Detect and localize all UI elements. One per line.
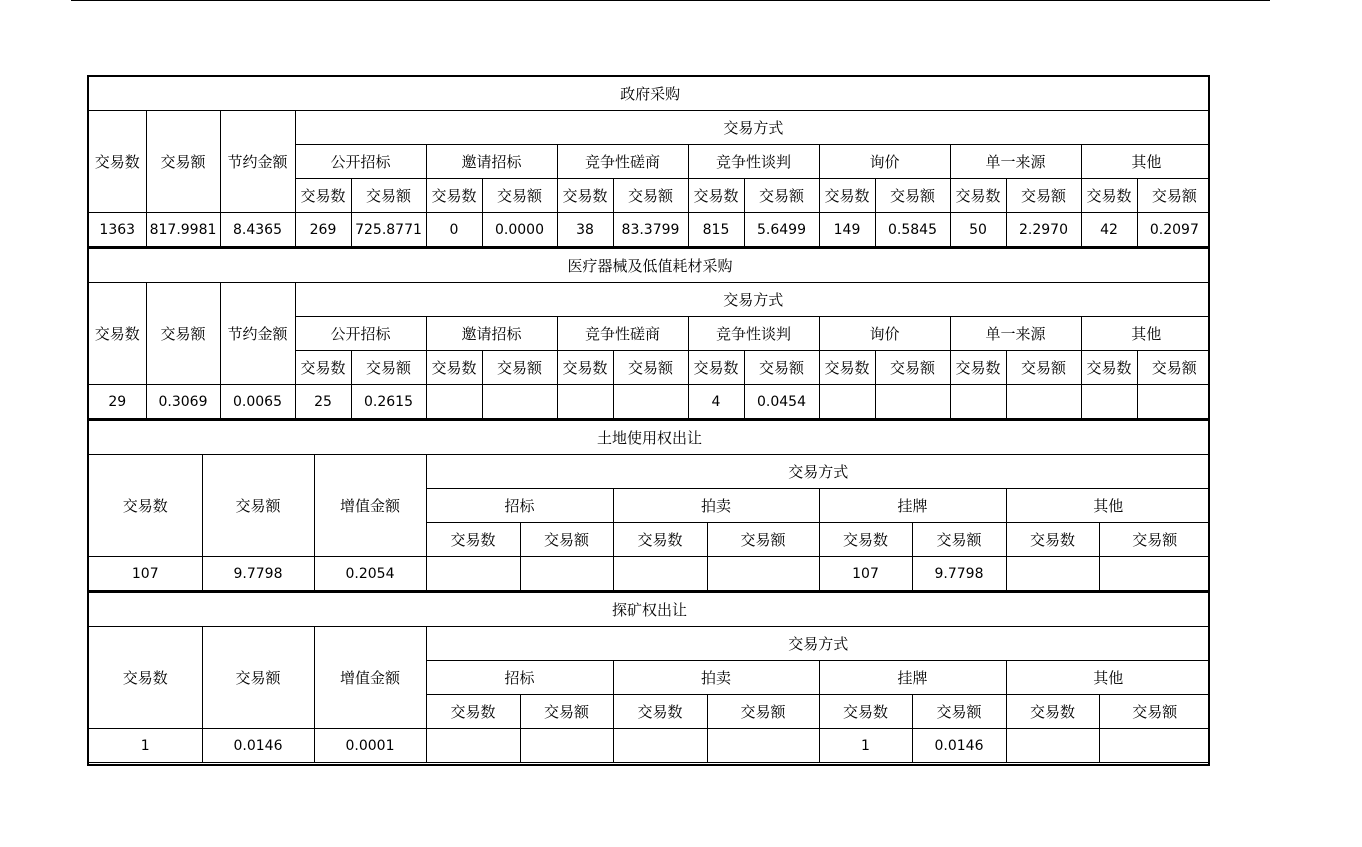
header-methods-title: 交易方式 <box>426 627 1210 661</box>
total-count: 107 <box>89 557 202 591</box>
sub-header-count: 交易数 <box>426 695 520 729</box>
sub-header-count: 交易数 <box>688 351 744 385</box>
sub-header-count: 交易数 <box>1006 523 1099 557</box>
cell-amount: 5.6499 <box>744 213 819 247</box>
cell-count <box>613 729 707 763</box>
method-header: 公开招标 <box>295 317 426 351</box>
sub-header-amount: 交易额 <box>1137 179 1210 213</box>
sub-header-count: 交易数 <box>613 695 707 729</box>
cell-amount: 0.0454 <box>744 385 819 419</box>
sub-header-count: 交易数 <box>426 523 520 557</box>
header-count: 交易数 <box>89 455 202 557</box>
sub-header-amount: 交易额 <box>351 351 426 385</box>
cell-count <box>426 557 520 591</box>
cell-count: 1 <box>819 729 912 763</box>
sub-header-amount: 交易额 <box>613 351 688 385</box>
method-header: 竞争性磋商 <box>557 317 688 351</box>
cell-amount: 0.0146 <box>912 729 1006 763</box>
method-header: 其他 <box>1081 145 1210 179</box>
cell-amount: 0.5845 <box>875 213 950 247</box>
method-header: 拍卖 <box>613 661 819 695</box>
sub-header-count: 交易数 <box>295 351 351 385</box>
cell-count: 149 <box>819 213 875 247</box>
cell-amount <box>1099 729 1210 763</box>
cell-amount: 0.0000 <box>482 213 557 247</box>
sub-header-amount: 交易额 <box>875 179 950 213</box>
cell-count: 107 <box>819 557 912 591</box>
header-amount: 交易额 <box>146 111 220 213</box>
method-header: 询价 <box>819 145 950 179</box>
data-row <box>89 385 1210 419</box>
method-header: 竞争性磋商 <box>557 145 688 179</box>
sub-header-count: 交易数 <box>1081 179 1137 213</box>
savings-amount: 8.4365 <box>220 213 295 247</box>
sub-header-count: 交易数 <box>613 523 707 557</box>
data-row <box>89 729 1210 763</box>
header-amount: 交易额 <box>202 455 314 557</box>
cell-amount: 9.7798 <box>912 557 1006 591</box>
data-row <box>89 557 1210 591</box>
sub-header-count: 交易数 <box>819 351 875 385</box>
total-amount: 9.7798 <box>202 557 314 591</box>
sub-header-count: 交易数 <box>1081 351 1137 385</box>
total-amount: 0.3069 <box>146 385 220 419</box>
cell-count <box>1006 729 1099 763</box>
method-header: 邀请招标 <box>426 145 557 179</box>
cell-amount <box>482 385 557 419</box>
method-header: 挂牌 <box>819 661 1006 695</box>
sub-header-amount: 交易额 <box>482 351 557 385</box>
header-savings: 节约金额 <box>220 283 295 385</box>
sub-header-amount: 交易额 <box>1099 695 1210 729</box>
header-amount: 交易额 <box>146 283 220 385</box>
method-header: 挂牌 <box>819 489 1006 523</box>
section-title: 土地使用权出让 <box>89 420 1210 455</box>
sub-header-amount: 交易额 <box>613 179 688 213</box>
sub-header-count: 交易数 <box>688 179 744 213</box>
method-header: 竞争性谈判 <box>688 145 819 179</box>
cell-amount <box>613 385 688 419</box>
sub-header-count: 交易数 <box>819 179 875 213</box>
sub-header-count: 交易数 <box>557 179 613 213</box>
header-count: 交易数 <box>89 111 146 213</box>
sub-header-amount: 交易额 <box>875 351 950 385</box>
cell-amount: 0.2615 <box>351 385 426 419</box>
sub-header-amount: 交易额 <box>744 351 819 385</box>
sub-header-count: 交易数 <box>950 179 1006 213</box>
cell-amount <box>875 385 950 419</box>
section-exploration-rights <box>89 591 1210 763</box>
method-header: 招标 <box>426 489 613 523</box>
sub-header-amount: 交易额 <box>520 695 613 729</box>
cell-amount <box>707 557 819 591</box>
cell-count <box>426 385 482 419</box>
sub-header-count: 交易数 <box>426 351 482 385</box>
cell-count: 38 <box>557 213 613 247</box>
section-government-procurement <box>89 77 1210 247</box>
sub-header-amount: 交易额 <box>1006 351 1081 385</box>
statistics-sheet <box>87 75 1210 766</box>
header-appreciation: 增值金额 <box>314 627 426 729</box>
cell-count: 0 <box>426 213 482 247</box>
total-count: 1363 <box>89 213 146 247</box>
sub-header-amount: 交易额 <box>482 179 557 213</box>
total-amount: 0.0146 <box>202 729 314 763</box>
sub-header-amount: 交易额 <box>1006 179 1081 213</box>
sub-header-amount: 交易额 <box>1099 523 1210 557</box>
cell-amount <box>520 557 613 591</box>
cell-amount <box>1137 385 1210 419</box>
appreciation-amount: 0.2054 <box>314 557 426 591</box>
method-header: 其他 <box>1081 317 1210 351</box>
total-count: 29 <box>89 385 146 419</box>
cell-count <box>557 385 613 419</box>
header-count: 交易数 <box>89 627 202 729</box>
cell-amount: 2.2970 <box>1006 213 1081 247</box>
cell-count <box>426 729 520 763</box>
sub-header-amount: 交易额 <box>912 523 1006 557</box>
cell-count <box>819 385 875 419</box>
sub-header-count: 交易数 <box>819 695 912 729</box>
cell-count: 42 <box>1081 213 1137 247</box>
method-header: 单一来源 <box>950 145 1081 179</box>
header-methods-title: 交易方式 <box>295 111 1210 145</box>
cell-count <box>950 385 1006 419</box>
sub-header-amount: 交易额 <box>351 179 426 213</box>
cell-amount: 0.2097 <box>1137 213 1210 247</box>
page-top-rule <box>71 0 1270 1</box>
appreciation-amount: 0.0001 <box>314 729 426 763</box>
method-header: 单一来源 <box>950 317 1081 351</box>
header-count: 交易数 <box>89 283 146 385</box>
cell-count: 50 <box>950 213 1006 247</box>
cell-amount: 725.8771 <box>351 213 426 247</box>
cell-amount <box>520 729 613 763</box>
header-appreciation: 增值金额 <box>314 455 426 557</box>
cell-amount <box>707 729 819 763</box>
sub-header-amount: 交易额 <box>707 523 819 557</box>
header-methods-title: 交易方式 <box>295 283 1210 317</box>
method-header: 竞争性谈判 <box>688 317 819 351</box>
cell-count <box>1006 557 1099 591</box>
section-land-use-rights <box>89 419 1210 591</box>
cell-count: 25 <box>295 385 351 419</box>
sub-header-count: 交易数 <box>426 179 482 213</box>
sub-header-count: 交易数 <box>295 179 351 213</box>
header-savings: 节约金额 <box>220 111 295 213</box>
cell-count: 815 <box>688 213 744 247</box>
method-header: 其他 <box>1006 489 1210 523</box>
cell-count: 4 <box>688 385 744 419</box>
method-header: 公开招标 <box>295 145 426 179</box>
method-header: 其他 <box>1006 661 1210 695</box>
total-amount: 817.9981 <box>146 213 220 247</box>
sub-header-amount: 交易额 <box>912 695 1006 729</box>
sub-header-amount: 交易额 <box>1137 351 1210 385</box>
method-header: 拍卖 <box>613 489 819 523</box>
sub-header-amount: 交易额 <box>520 523 613 557</box>
cell-count <box>613 557 707 591</box>
method-header: 邀请招标 <box>426 317 557 351</box>
total-count: 1 <box>89 729 202 763</box>
sub-header-amount: 交易额 <box>744 179 819 213</box>
sub-header-count: 交易数 <box>1006 695 1099 729</box>
cell-count: 269 <box>295 213 351 247</box>
cell-amount <box>1099 557 1210 591</box>
cell-amount: 83.3799 <box>613 213 688 247</box>
sub-header-count: 交易数 <box>819 523 912 557</box>
method-header: 招标 <box>426 661 613 695</box>
method-header: 询价 <box>819 317 950 351</box>
header-methods-title: 交易方式 <box>426 455 1210 489</box>
data-row <box>89 213 1210 247</box>
section-title: 政府采购 <box>89 77 1210 111</box>
section-title: 医疗器械及低值耗材采购 <box>89 248 1210 283</box>
section-medical-procurement <box>89 247 1210 419</box>
savings-amount: 0.0065 <box>220 385 295 419</box>
cell-count <box>1081 385 1137 419</box>
sub-header-count: 交易数 <box>950 351 1006 385</box>
cell-amount <box>1006 385 1081 419</box>
header-amount: 交易额 <box>202 627 314 729</box>
sub-header-count: 交易数 <box>557 351 613 385</box>
section-title: 探矿权出让 <box>89 592 1210 627</box>
sub-header-amount: 交易额 <box>707 695 819 729</box>
